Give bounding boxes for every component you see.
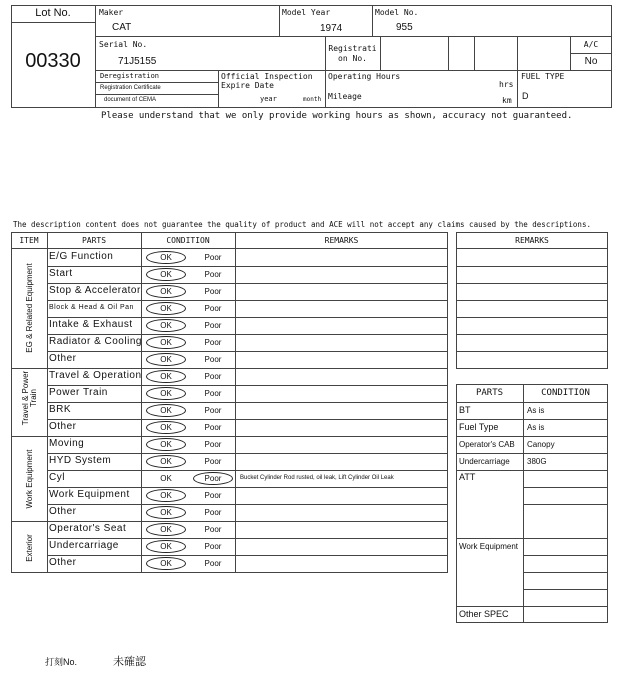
row-divider xyxy=(47,538,448,539)
stamp-value: 未確認 xyxy=(113,656,146,668)
model-no-label: Model No. xyxy=(375,8,419,17)
part-label: HYD System xyxy=(49,455,112,466)
lot-no-value: 00330 xyxy=(25,50,81,72)
row-divider xyxy=(47,334,448,335)
part-label: Moving xyxy=(49,438,85,449)
km-label: km xyxy=(502,96,512,105)
year-label: year xyxy=(260,95,277,103)
part-label: Stop & Accelerator xyxy=(49,285,141,296)
deregistration-label: Deregistration xyxy=(100,72,160,80)
row-divider xyxy=(47,385,448,386)
serial-no-label: Serial No. xyxy=(99,40,148,49)
condition-poor[interactable]: Poor xyxy=(204,338,222,347)
condition-ok[interactable]: OK xyxy=(146,489,186,502)
hrs-label: hrs xyxy=(499,80,514,89)
condition-poor[interactable]: Poor xyxy=(204,508,222,517)
condition-ok[interactable]: OK xyxy=(146,319,186,332)
condition-poor[interactable]: Poor xyxy=(204,491,222,500)
condition-ok[interactable]: OK xyxy=(146,285,186,298)
part-label: Power Train xyxy=(49,387,108,398)
condition-poor[interactable]: Poor xyxy=(204,355,222,364)
item-header: ITEM xyxy=(19,236,39,245)
row-divider xyxy=(47,521,448,522)
spec-condition-operators-cab: Canopy xyxy=(527,440,555,449)
group-exterior: Exterior xyxy=(25,534,34,562)
condition-poor[interactable]: Poor xyxy=(204,253,222,262)
condition-poor[interactable]: Poor xyxy=(193,472,233,485)
hours-note: Please understand that we only provide working hours as shown, accuracy not guaranteed. xyxy=(101,111,573,121)
ac-label: A/C xyxy=(583,40,599,49)
part-label: Other xyxy=(49,353,77,364)
condition-ok[interactable]: OK xyxy=(160,474,172,483)
condition-poor[interactable]: Poor xyxy=(204,321,222,330)
month-label: month xyxy=(303,96,322,103)
part-label: Start xyxy=(49,268,73,279)
part-label: Other xyxy=(49,506,77,517)
mileage-label: Mileage xyxy=(328,92,362,101)
specs-condition-header: CONDITION xyxy=(541,388,590,398)
condition-poor[interactable]: Poor xyxy=(204,270,222,279)
registration-no-label-2: on No. xyxy=(338,54,367,63)
row-divider xyxy=(47,402,448,403)
fuel-type-value: D xyxy=(522,91,529,101)
ac-value: No xyxy=(584,56,598,67)
row-divider xyxy=(47,470,448,471)
condition-ok[interactable]: OK xyxy=(146,251,186,264)
part-label: Other xyxy=(49,421,77,432)
condition-poor[interactable]: Poor xyxy=(204,389,222,398)
part-label: Operator's Seat xyxy=(49,523,127,534)
row-remarks: Bucket Cylinder Rod rusted, oil leak, Lift Cylinder Oil Leak xyxy=(240,475,394,481)
part-label: Radiator & Cooling xyxy=(49,336,142,347)
condition-poor[interactable]: Poor xyxy=(204,372,222,381)
row-divider xyxy=(47,283,448,284)
parts-header: PARTS xyxy=(81,236,107,245)
spec-part-other-spec: Other SPEC xyxy=(459,609,509,619)
registration-certificate-label: Registration Certificate xyxy=(100,85,161,91)
registration-no-label-1: Registrati xyxy=(328,44,377,53)
part-label: Undercarriage xyxy=(49,540,119,551)
stamp-label: 打刻No. xyxy=(45,657,78,667)
condition-ok[interactable]: OK xyxy=(146,336,186,349)
operating-hours-label: Operating Hours xyxy=(328,72,401,81)
condition-ok[interactable]: OK xyxy=(146,506,186,519)
spec-condition-undercarriage: 380G xyxy=(527,457,547,466)
maker-value: CAT xyxy=(112,22,132,33)
model-year-value: 1974 xyxy=(320,23,343,34)
row-divider xyxy=(47,368,448,369)
lot-no-label: Lot No. xyxy=(35,7,71,19)
part-label: Intake & Exhaust xyxy=(49,319,133,330)
part-label: Other xyxy=(49,557,77,568)
condition-ok[interactable]: OK xyxy=(146,421,186,434)
condition-ok[interactable]: OK xyxy=(146,523,186,536)
condition-ok[interactable]: OK xyxy=(146,370,186,383)
remarks-header: REMARKS xyxy=(324,236,359,245)
condition-ok[interactable]: OK xyxy=(146,540,186,553)
condition-poor[interactable]: Poor xyxy=(204,406,222,415)
condition-ok[interactable]: OK xyxy=(146,404,186,417)
condition-poor[interactable]: Poor xyxy=(204,440,222,449)
spec-part-fuel-type: Fuel Type xyxy=(459,422,499,432)
spec-condition-bt: As is xyxy=(527,406,545,415)
row-divider xyxy=(47,351,448,352)
row-divider xyxy=(47,453,448,454)
part-label: Travel & Operation xyxy=(49,370,142,381)
condition-poor[interactable]: Poor xyxy=(204,525,222,534)
model-year-label: Model Year xyxy=(282,8,331,17)
condition-ok[interactable]: OK xyxy=(146,438,186,451)
part-label: E/G Function xyxy=(49,251,114,262)
part-label: Block & Head & Oil Pan xyxy=(49,304,134,311)
condition-ok[interactable]: OK xyxy=(146,557,186,570)
part-label: BRK xyxy=(49,404,72,415)
group-travel-power-train-line2: Train xyxy=(29,389,38,407)
model-no-value: 955 xyxy=(396,22,413,33)
condition-poor[interactable]: Poor xyxy=(204,304,222,313)
serial-no-value: 71J5155 xyxy=(118,56,157,67)
group-eg-related-equipment: EG & Related Equipment xyxy=(25,263,34,353)
spec-part-operators-cab: Operator's CAB xyxy=(459,440,515,449)
right-remarks-header: REMARKS xyxy=(515,236,549,245)
part-label: Work Equipment xyxy=(49,489,130,500)
maker-label: Maker xyxy=(99,8,124,17)
row-divider xyxy=(47,317,448,318)
condition-ok[interactable]: OK xyxy=(146,268,186,281)
condition-poor[interactable]: Poor xyxy=(204,457,222,466)
spec-part-att: ATT xyxy=(459,472,476,482)
spec-part-work-equipment: Work Equipment xyxy=(459,542,518,551)
row-divider xyxy=(47,555,448,556)
spec-part-undercarriage: Undercarriage xyxy=(459,457,510,466)
condition-poor[interactable]: Poor xyxy=(204,559,222,568)
official-inspection-label-1: Official Inspection xyxy=(221,72,313,81)
spec-part-bt: BT xyxy=(459,405,471,415)
row-divider xyxy=(47,419,448,420)
row-divider xyxy=(47,266,448,267)
condition-ok[interactable]: OK xyxy=(146,387,186,400)
row-divider xyxy=(47,504,448,505)
group-work-equipment: Work Equipment xyxy=(25,449,34,509)
fuel-type-label: FUEL TYPE xyxy=(521,72,565,81)
condition-ok[interactable]: OK xyxy=(146,302,186,315)
document-of-cema-label: document of CEMA xyxy=(104,97,157,103)
condition-poor[interactable]: Poor xyxy=(204,542,222,551)
row-divider xyxy=(47,436,448,437)
spec-condition-fuel-type: As is xyxy=(527,423,545,432)
condition-poor[interactable]: Poor xyxy=(204,287,222,296)
specs-parts-header: PARTS xyxy=(475,388,504,398)
official-inspection-label-2: Expire Date xyxy=(221,81,274,90)
condition-ok[interactable]: OK xyxy=(146,455,186,468)
description-note: The description content does not guarantee the quality of product and ACE will not accept any claims caused by the descriptions. xyxy=(13,220,591,229)
row-divider xyxy=(47,300,448,301)
condition-header: CONDITION xyxy=(166,236,210,245)
part-label: Cyl xyxy=(49,472,65,483)
condition-ok[interactable]: OK xyxy=(146,353,186,366)
group-travel-power-train-line1: Travel & Power xyxy=(21,370,30,426)
condition-poor[interactable]: Poor xyxy=(204,423,222,432)
row-divider xyxy=(47,487,448,488)
